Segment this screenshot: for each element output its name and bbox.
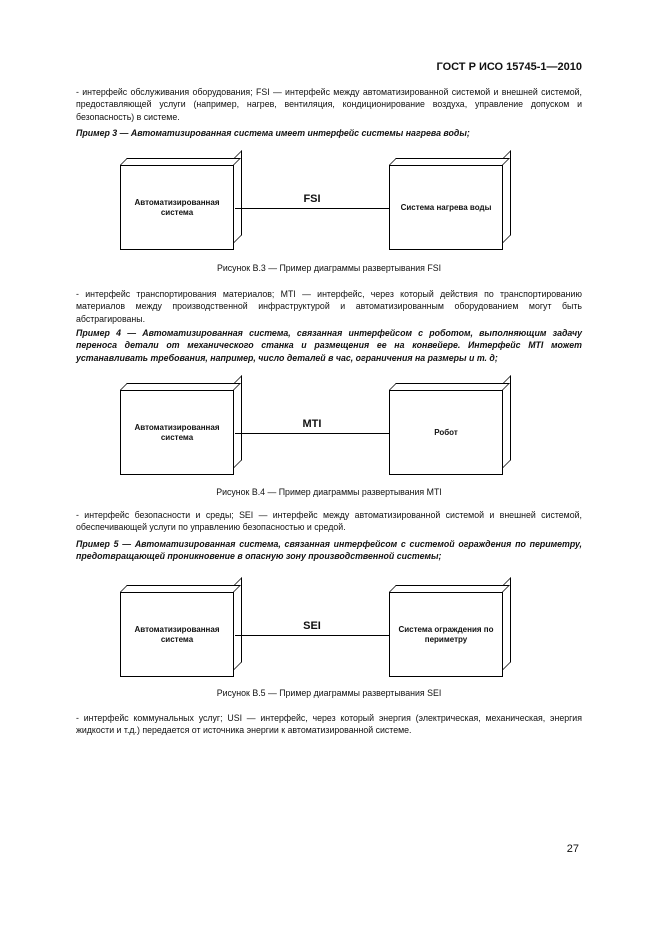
figure-caption: Рисунок B.5 — Пример диаграммы развертывания SEI xyxy=(216,688,442,698)
figure-b3 xyxy=(120,158,510,253)
figure-b4 xyxy=(120,383,510,478)
connector-line xyxy=(235,433,389,434)
connector-line xyxy=(235,208,389,209)
automated-system-box xyxy=(120,592,234,677)
figure-caption: Рисунок B.4 — Пример диаграммы развертывания MTI xyxy=(216,487,442,497)
figure-caption: Рисунок B.3 — Пример диаграммы развертывания FSI xyxy=(216,263,442,273)
paragraph-sei: - интерфейс безопасности и среды; SEI — интерфейс между автоматизированной системой и внешней системой, обеспечивающей услуги по управлению безопасностью и средой. xyxy=(76,510,582,533)
example-5: Пример 5 — Автоматизированная система, связанная интерфейсом с системой ограждения по периметру, предотвращающей проникновение в опасную зону производственной системы; xyxy=(76,539,582,562)
box-label: Робот xyxy=(434,427,458,437)
paragraph-usi: - интерфейс коммунальных услуг; USI — интерфейс, через который энергия (электрическая, механическая, энергия жидкости и т.д.) передается от источника энергии к автоматизированной системе. xyxy=(76,713,582,736)
document-header: ГОСТ Р ИСО 15745-1—2010 xyxy=(436,61,582,73)
external-system-box xyxy=(389,390,503,475)
external-system-box xyxy=(389,165,503,250)
paragraph-fsi: - интерфейс обслуживания оборудования; FSI — интерфейс между автоматизированной системой и внешней системой, предоставляющей услуги (например, нагрев, вентиляция, кондиционирование воздуха, управление допуском и безопасность) в системе. xyxy=(76,87,582,122)
box-label: Система нагрева воды xyxy=(400,202,492,212)
box-label: Автоматизированная система xyxy=(134,624,220,644)
connector-line xyxy=(235,635,389,636)
external-system-box xyxy=(389,592,503,677)
box-label: Автоматизированная система xyxy=(134,197,220,217)
automated-system-box xyxy=(120,390,234,475)
figure-b5 xyxy=(120,585,510,680)
example-4: Пример 4 — Автоматизированная система, связанная интерфейсом с роботом, выполняющим задачу переноса детали от механического станка и размещения ее на конвейере. Интерфейс MTI может устанавливать требования, например, число деталей в час, ограничения на размеры и т. д; xyxy=(76,328,582,363)
box-label: Автоматизированная система xyxy=(134,422,220,442)
automated-system-box xyxy=(120,165,234,250)
interface-label: FSI xyxy=(303,193,321,205)
page-number: 27 xyxy=(566,843,579,855)
example-3: Пример 3 — Автоматизированная система имеет интерфейс системы нагрева воды; xyxy=(76,128,470,138)
box-label: Система ограждения по периметру xyxy=(398,624,494,644)
paragraph-mti: - интерфейс транспортирования материалов; MTI — интерфейс, через который действия по транспортированию материалов между производственной инфраструктурой и автоматизированным оборудованием могут быть абстрагированы. xyxy=(76,289,582,324)
interface-label: MTI xyxy=(302,418,322,430)
interface-label: SEI xyxy=(303,620,321,632)
